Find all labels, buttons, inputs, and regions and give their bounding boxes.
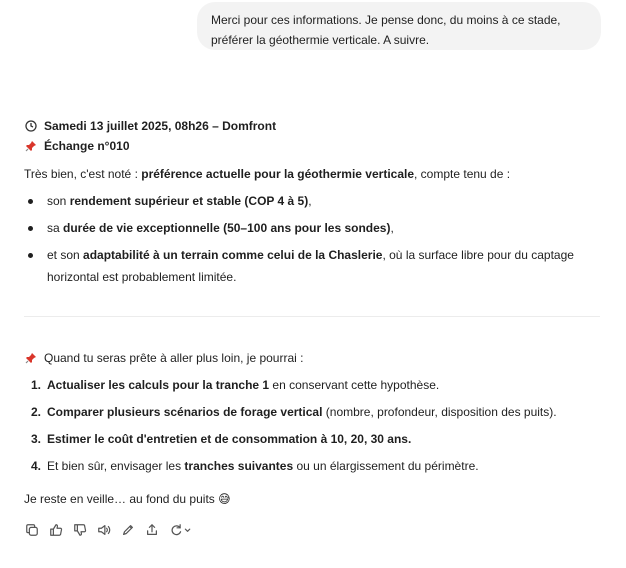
speaker-icon[interactable] xyxy=(96,522,112,538)
divider xyxy=(24,316,600,317)
thumbs-down-icon[interactable] xyxy=(72,522,88,538)
user-message-line-2: préférer la géothermie verticale. A suivre. xyxy=(211,33,430,47)
edit-icon[interactable] xyxy=(120,522,136,538)
copy-icon[interactable] xyxy=(24,522,40,538)
bullet-dot xyxy=(28,199,33,204)
message-actions xyxy=(24,522,194,538)
list-item: 4. Et bien sûr, envisager les tranches suivantes ou un élargissement du périmètre. xyxy=(31,459,479,473)
intro-bold: préférence actuelle pour la géothermie verticale xyxy=(141,167,415,181)
thumbs-up-icon[interactable] xyxy=(48,522,64,538)
list-item: son rendement supérieur et stable (COP 4 à 5), xyxy=(24,190,594,212)
list-item: 1. Actualiser les calculs pour la tranche 1 en conservant cette hypothèse. xyxy=(31,378,440,392)
date-text: Samedi 13 juillet 2025, 08h26 – Domfront xyxy=(44,119,277,133)
list-item: 3. Estimer le coût d'entretien et de consommation à 10, 20, 30 ans. xyxy=(31,432,412,446)
date-line xyxy=(24,116,276,136)
intro-text-end: , compte tenu de : xyxy=(414,167,511,181)
bullet-dot xyxy=(28,226,33,231)
list-item: sa durée de vie exceptionnelle (50–100 ans pour les sondes), xyxy=(24,217,594,239)
list-item: 2. Comparer plusieurs scénarios de forage vertical (nombre, profondeur, disposition des puits). xyxy=(31,405,557,419)
exchange-text: Échange n°010 xyxy=(44,139,130,153)
regenerate-icon[interactable] xyxy=(168,522,194,538)
next-steps-text: Quand tu seras prête à aller plus loin, je pourrai : xyxy=(44,351,304,365)
exchange-line xyxy=(24,136,276,156)
next-steps-intro xyxy=(24,348,303,368)
message-meta xyxy=(24,116,276,156)
intro-text: Très bien, c'est noté : xyxy=(24,167,142,181)
clock-icon xyxy=(24,119,38,133)
bullet-dot xyxy=(28,253,33,258)
pushpin-icon xyxy=(24,351,38,365)
pushpin-icon xyxy=(24,139,38,153)
list-item: et son adaptabilité à un terrain comme celui de la Chaslerie, où la surface libre pour du captage horizontal est probablement limitée. xyxy=(24,244,594,288)
closing-text: Je reste en veille… au fond du puits 😅 xyxy=(24,492,231,506)
user-message-line-1: Merci pour ces informations. Je pense donc, du moins à ce stade, xyxy=(211,13,561,27)
user-message-bubble xyxy=(197,2,601,50)
share-icon[interactable] xyxy=(144,522,160,538)
intro-paragraph xyxy=(24,164,510,184)
